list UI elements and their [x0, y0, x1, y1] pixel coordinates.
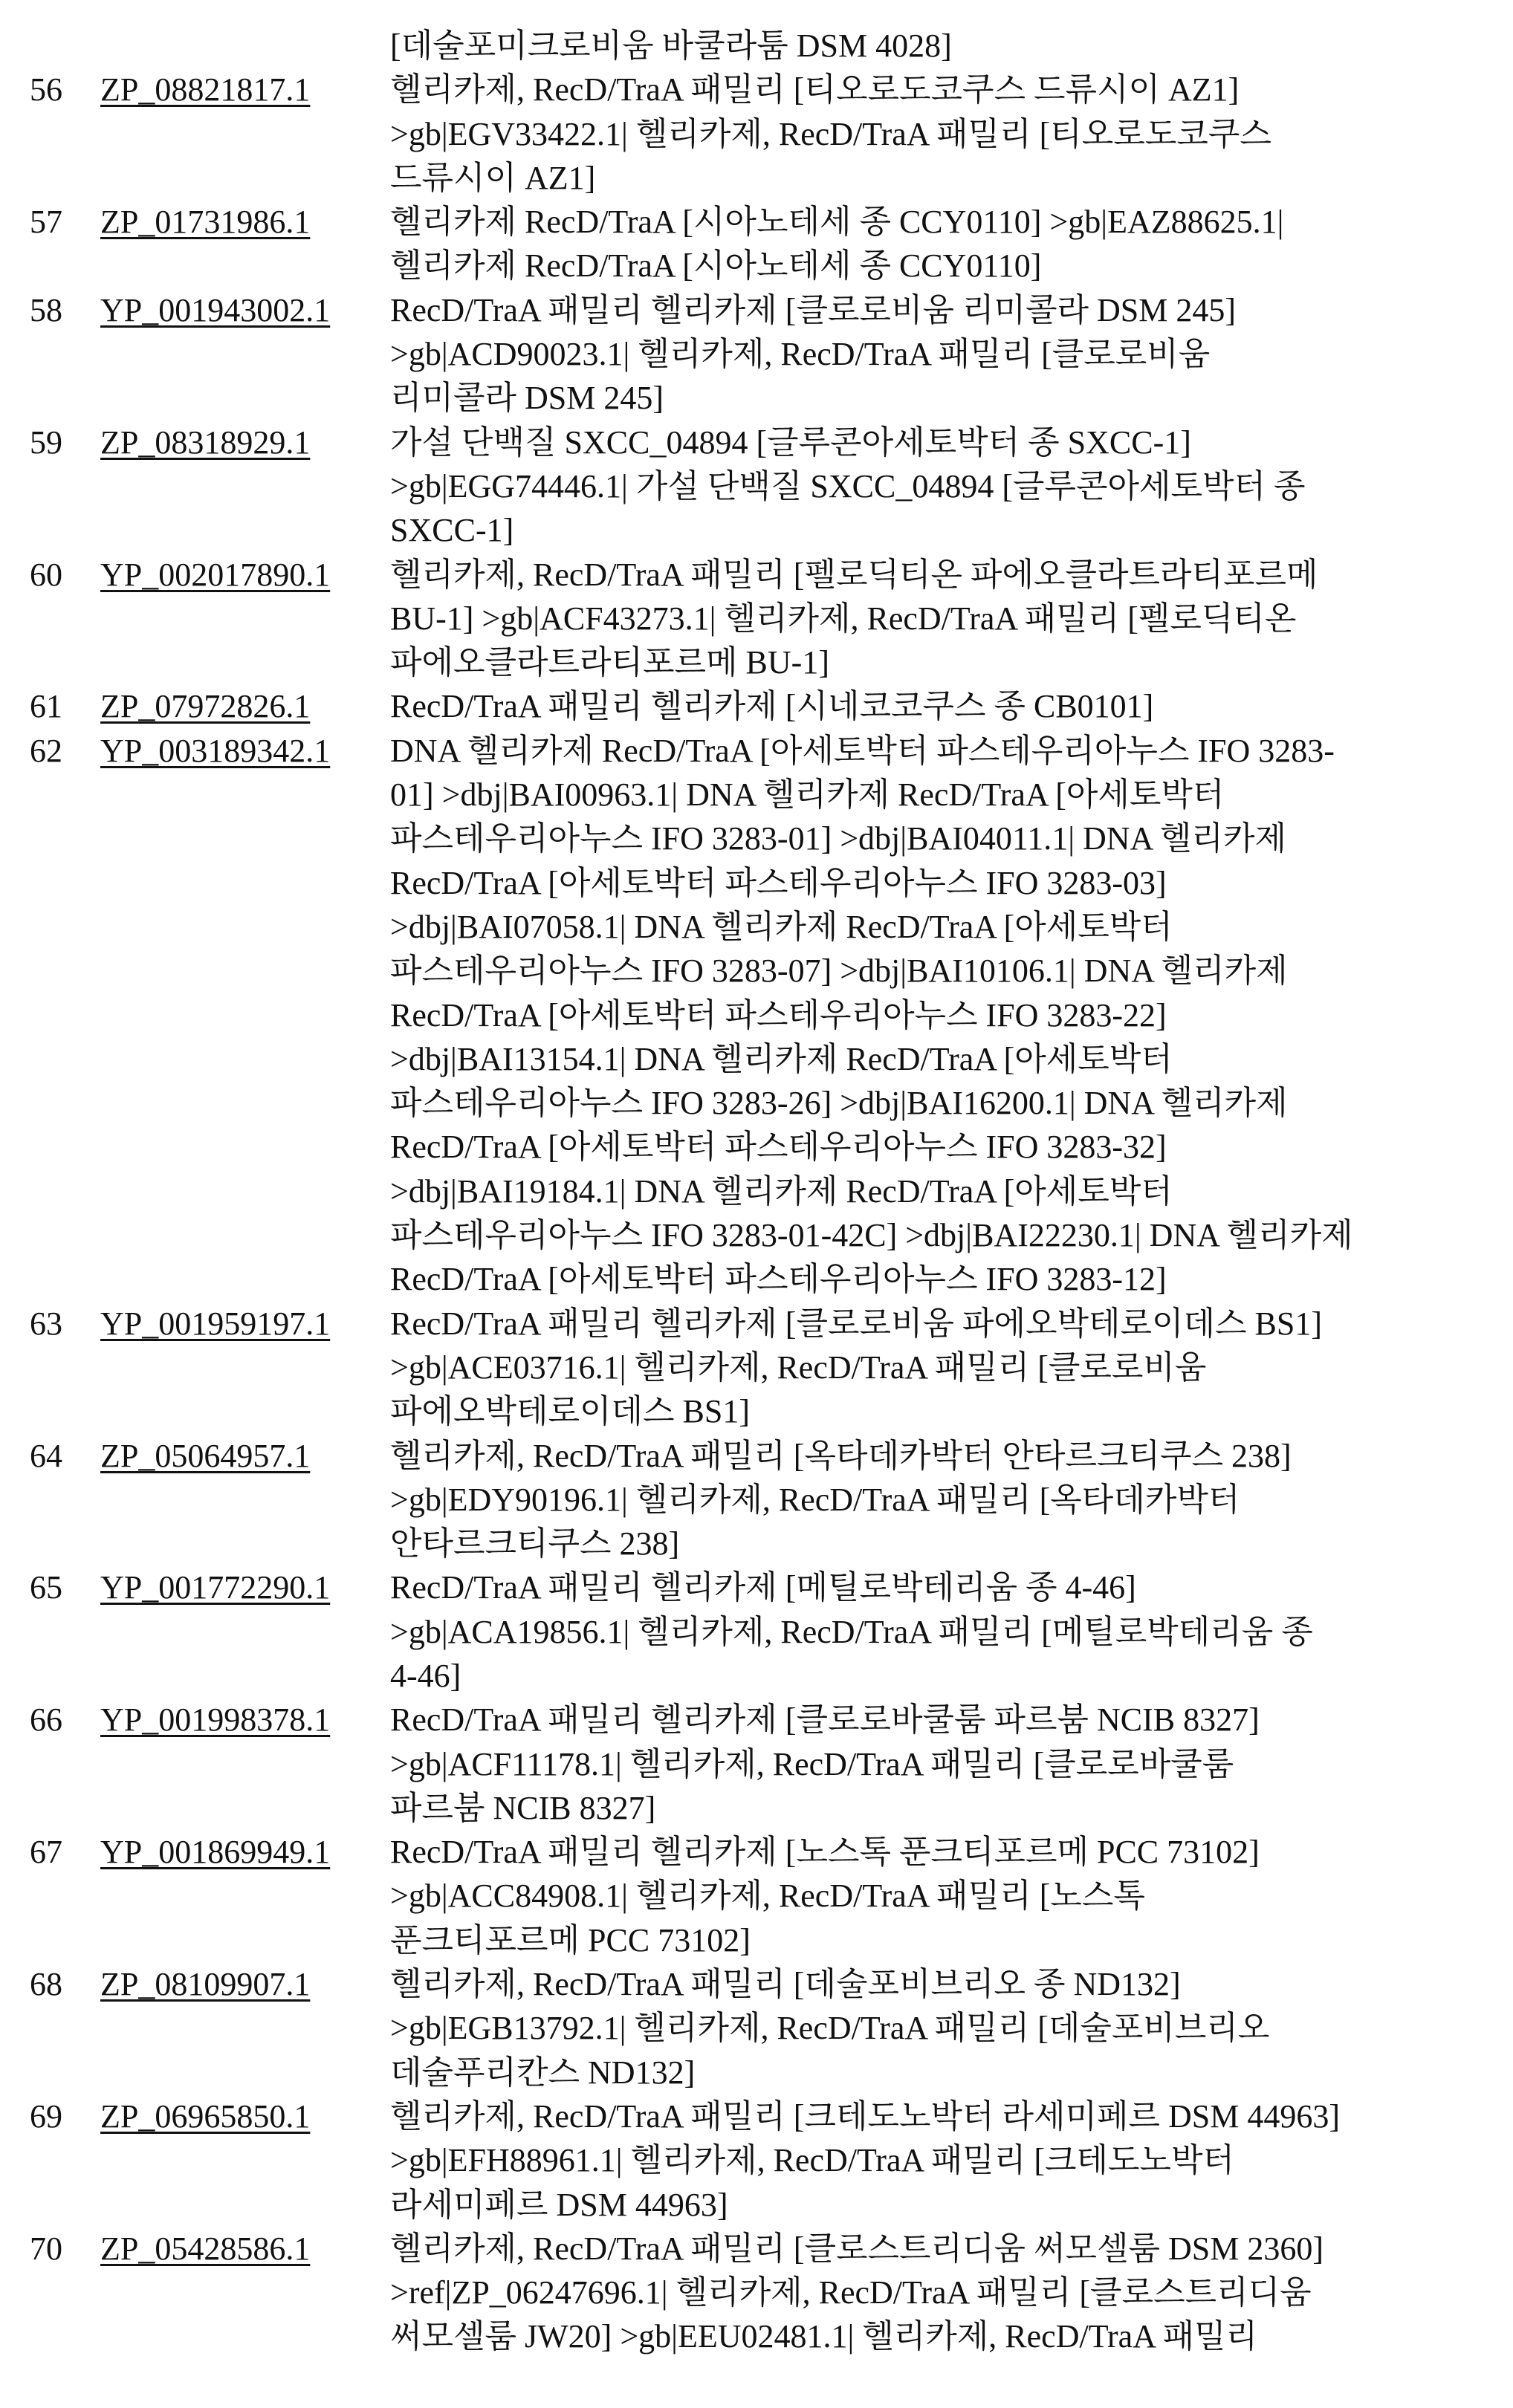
row-line [0, 553, 1513, 597]
row-line [0, 332, 1513, 376]
row-line [0, 1742, 1513, 1786]
row-line [0, 112, 1513, 156]
table-row [0, 200, 1513, 288]
row-line [0, 905, 1513, 949]
row-line [0, 1346, 1513, 1389]
row-line [0, 1213, 1513, 1257]
description-line: RecD/TraA 패밀리 헬리카제 [노스톡 푼크티포르메 PCC 73102] [390, 1830, 1260, 1874]
description-line: 헬리카제 RecD/TraA [시아노테세 종 CCY0110] >gb|EAZ88625.1| [390, 200, 1283, 244]
description-line: RecD/TraA 패밀리 헬리카제 [시네코코쿠스 종 CB0101] [390, 684, 1153, 728]
description-line: 파르붐 NCIB 8327] [390, 1786, 655, 1830]
description-line: RecD/TraA [아세토박터 파스테우리아누스 IFO 3283-12] [390, 1257, 1167, 1301]
row-number: 63 [30, 1302, 62, 1346]
row-line [0, 1874, 1513, 1918]
table-row [0, 1830, 1513, 1962]
row-line [0, 1478, 1513, 1522]
description-line: >ref|ZP_06247696.1| 헬리카제, RecD/TraA 패밀리 [클로스트리디움 [390, 2271, 1312, 2314]
description-line: 리미콜라 DSM 245] [390, 376, 664, 420]
row-number: 68 [30, 1962, 62, 2006]
description-line: RecD/TraA 패밀리 헬리카제 [클로로바쿨룸 파르붐 NCIB 8327] [390, 1698, 1260, 1742]
row-line [0, 1786, 1513, 1830]
row-line [0, 1962, 1513, 2006]
table-row [0, 1962, 1513, 2094]
row-number: 70 [30, 2227, 62, 2271]
row-number: 61 [30, 684, 62, 728]
table-row [0, 1698, 1513, 1830]
description-line: BU-1] >gb|ACF43273.1| 헬리카제, RecD/TraA 패밀리 [펠로딕티온 [390, 597, 1296, 640]
accession-link[interactable]: YP_001998378.1 [100, 1698, 330, 1742]
description-line: 헬리카제, RecD/TraA 패밀리 [크테도노박터 라세미페르 DSM 44963] [390, 2094, 1340, 2138]
row-line [0, 1037, 1513, 1081]
accession-link[interactable]: ZP_05064957.1 [100, 1434, 310, 1478]
description-line: >dbj|BAI07058.1| DNA 헬리카제 RecD/TraA [아세토박터 [390, 905, 1173, 949]
row-line [0, 729, 1513, 773]
row-line [0, 1169, 1513, 1213]
accession-link[interactable]: ZP_08821817.1 [100, 68, 310, 111]
description-line: >gb|ACA19856.1| 헬리카제, RecD/TraA 패밀리 [메틸로박테리움 종 [390, 1610, 1313, 1654]
description-line: 헬리카제, RecD/TraA 패밀리 [데술포비브리오 종 ND132] [390, 1962, 1181, 2006]
row-line [0, 2183, 1513, 2227]
description-line: >gb|ACF11178.1| 헬리카제, RecD/TraA 패밀리 [클로로바쿨룸 [390, 1742, 1234, 1786]
description-line: RecD/TraA [아세토박터 파스테우리아누스 IFO 3283-32] [390, 1125, 1167, 1169]
description-line: >gb|ACC84908.1| 헬리카제, RecD/TraA 패밀리 [노스톡 [390, 1874, 1145, 1918]
description-line: RecD/TraA 패밀리 헬리카제 [메틸로박테리움 종 4-46] [390, 1565, 1136, 1609]
table-row [0, 729, 1513, 1302]
description-line: RecD/TraA 패밀리 헬리카제 [클로로비움 파에오박테로이데스 BS1] [390, 1302, 1322, 1346]
row-line [0, 376, 1513, 420]
description-line: 파에오클라트라티포르메 BU-1] [390, 640, 829, 684]
row-line [0, 1918, 1513, 1962]
description-line: 파스테우리아누스 IFO 3283-07] >dbj|BAI10106.1| DNA 헬리카제 [390, 949, 1288, 993]
row-line [0, 773, 1513, 817]
row-line [0, 1654, 1513, 1698]
row-number: 66 [30, 1698, 62, 1742]
description-line: 드류시이 AZ1] [390, 156, 595, 200]
description-line: 헬리카제, RecD/TraA 패밀리 [펠로딕티온 파에오클라트라티포르메 [390, 553, 1318, 597]
table-row [0, 684, 1513, 728]
row-line [0, 1434, 1513, 1478]
row-line [0, 2227, 1513, 2271]
row-number: 62 [30, 729, 62, 773]
row-line [0, 68, 1513, 111]
description-line: 파스테우리아누스 IFO 3283-01] >dbj|BAI04011.1| DNA 헬리카제 [390, 817, 1286, 860]
description-line: >gb|EDY90196.1| 헬리카제, RecD/TraA 패밀리 [옥타데카박터 [390, 1478, 1240, 1522]
accession-link[interactable]: YP_001959197.1 [100, 1302, 330, 1346]
row-line [0, 2006, 1513, 2050]
accession-link[interactable]: YP_001943002.1 [100, 288, 330, 332]
row-number: 59 [30, 421, 62, 464]
continuation-line [0, 24, 1513, 68]
row-line [0, 1081, 1513, 1125]
row-line [0, 1389, 1513, 1433]
row-number: 56 [30, 68, 62, 111]
description-line: 푼크티포르메 PCC 73102] [390, 1918, 751, 1962]
row-line [0, 597, 1513, 640]
row-line [0, 464, 1513, 508]
description-line: 파에오박테로이데스 BS1] [390, 1389, 750, 1433]
row-line [0, 993, 1513, 1037]
accession-link[interactable]: ZP_05428586.1 [100, 2227, 310, 2271]
row-line [0, 1610, 1513, 1654]
row-line [0, 640, 1513, 684]
row-line [0, 1257, 1513, 1301]
row-line [0, 244, 1513, 288]
description-line: 라세미페르 DSM 44963] [390, 2183, 728, 2227]
description-line: >dbj|BAI19184.1| DNA 헬리카제 RecD/TraA [아세토박터 [390, 1169, 1173, 1213]
description-line: 파스테우리아누스 IFO 3283-01-42C] >dbj|BAI22230.1| DNA 헬리카제 [390, 1213, 1353, 1257]
description-line: >dbj|BAI13154.1| DNA 헬리카제 RecD/TraA [아세토박터 [390, 1037, 1173, 1081]
row-line [0, 2051, 1513, 2094]
row-line [0, 949, 1513, 993]
row-line [0, 1125, 1513, 1169]
table-row [0, 2094, 1513, 2227]
table-row [0, 2227, 1513, 2359]
accession-link[interactable]: YP_003189342.1 [100, 729, 330, 773]
description-line: 가설 단백질 SXCC_04894 [글루콘아세토박터 종 SXCC-1] [390, 421, 1191, 464]
description-line: >gb|ACE03716.1| 헬리카제, RecD/TraA 패밀리 [클로로비움 [390, 1346, 1206, 1389]
row-line [0, 861, 1513, 905]
table-row [0, 1434, 1513, 1566]
description-line: 01] >dbj|BAI00963.1| DNA 헬리카제 RecD/TraA [아세토박터 [390, 773, 1224, 817]
description-line: [데술포미크로비움 바쿨라툼 DSM 4028] [390, 24, 952, 68]
description-line: 헬리카제 RecD/TraA [시아노테세 종 CCY0110] [390, 244, 1041, 288]
row-line [0, 2094, 1513, 2138]
description-line: 헬리카제, RecD/TraA 패밀리 [클로스트리디움 써모셀룸 DSM 2360] [390, 2227, 1324, 2271]
description-line: SXCC-1] [390, 508, 513, 552]
description-line: RecD/TraA [아세토박터 파스테우리아누스 IFO 3283-22] [390, 993, 1167, 1037]
accession-link[interactable]: ZP_08109907.1 [100, 1962, 310, 2006]
description-line: >gb|EFH88961.1| 헬리카제, RecD/TraA 패밀리 [크테도노박터 [390, 2138, 1234, 2182]
row-number: 65 [30, 1565, 62, 1609]
accession-link[interactable]: YP_001772290.1 [100, 1565, 330, 1609]
row-line [0, 1830, 1513, 1874]
accession-link[interactable]: ZP_07972826.1 [100, 684, 310, 728]
row-line [0, 2271, 1513, 2314]
row-line [0, 684, 1513, 728]
accession-link[interactable]: ZP_08318929.1 [100, 421, 310, 464]
description-line: 안타르크티쿠스 238] [390, 1522, 679, 1565]
row-number: 60 [30, 553, 62, 597]
description-line: 4-46] [390, 1654, 461, 1698]
accession-link[interactable]: ZP_06965850.1 [100, 2094, 310, 2138]
description-line: >gb|ACD90023.1| 헬리카제, RecD/TraA 패밀리 [클로로비움 [390, 332, 1210, 376]
table-row [0, 421, 1513, 553]
row-line [0, 1522, 1513, 1565]
description-line: RecD/TraA 패밀리 헬리카제 [클로로비움 리미콜라 DSM 245] [390, 288, 1236, 332]
row-line [0, 2314, 1513, 2358]
row-line [0, 421, 1513, 464]
sequence-table [0, 24, 1513, 2359]
row-number: 58 [30, 288, 62, 332]
row-number: 57 [30, 200, 62, 244]
description-line: RecD/TraA [아세토박터 파스테우리아누스 IFO 3283-03] [390, 861, 1167, 905]
description-line: DNA 헬리카제 RecD/TraA [아세토박터 파스테우리아누스 IFO 3283- [390, 729, 1335, 773]
row-number: 64 [30, 1434, 62, 1478]
accession-link[interactable]: YP_001869949.1 [100, 1830, 330, 1874]
table-row [0, 288, 1513, 421]
accession-link[interactable]: YP_002017890.1 [100, 553, 330, 597]
table-row [0, 1565, 1513, 1698]
row-line [0, 2138, 1513, 2182]
description-line: >gb|EGB13792.1| 헬리카제, RecD/TraA 패밀리 [데술포비브리오 [390, 2006, 1269, 2050]
row-line [0, 1565, 1513, 1609]
row-line [0, 288, 1513, 332]
row-number: 67 [30, 1830, 62, 1874]
description-line: 헬리카제, RecD/TraA 패밀리 [티오로도코쿠스 드류시이 AZ1] [390, 68, 1239, 111]
table-row [0, 553, 1513, 685]
description-line: 파스테우리아누스 IFO 3283-26] >dbj|BAI16200.1| DNA 헬리카제 [390, 1081, 1288, 1125]
row-line [0, 508, 1513, 552]
accession-link[interactable]: ZP_01731986.1 [100, 200, 310, 244]
row-line [0, 156, 1513, 200]
description-line: 써모셀룸 JW20] >gb|EEU02481.1| 헬리카제, RecD/TraA 패밀리 [390, 2314, 1257, 2358]
table-row [0, 68, 1513, 200]
description-line: 헬리카제, RecD/TraA 패밀리 [옥타데카박터 안타르크티쿠스 238] [390, 1434, 1292, 1478]
description-line: 데술푸리칸스 ND132] [390, 2051, 695, 2094]
description-line: >gb|EGG74446.1| 가설 단백질 SXCC_04894 [글루콘아세토박터 종 [390, 464, 1306, 508]
row-line [0, 1302, 1513, 1346]
row-line [0, 1698, 1513, 1742]
description-line: >gb|EGV33422.1| 헬리카제, RecD/TraA 패밀리 [티오로도코쿠스 [390, 112, 1271, 156]
row-line [0, 817, 1513, 860]
row-line [0, 200, 1513, 244]
row-number: 69 [30, 2094, 62, 2138]
table-row [0, 1302, 1513, 1434]
